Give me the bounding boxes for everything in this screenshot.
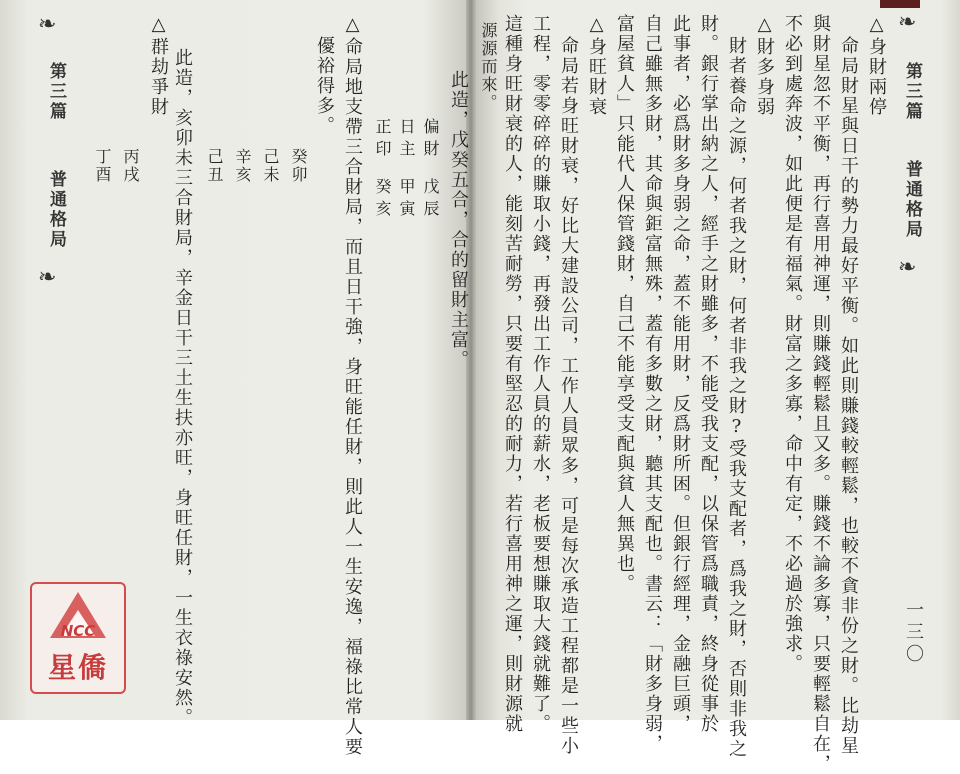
text-column: △身財兩停 <box>866 14 887 117</box>
chart1-label: 日主 <box>397 118 416 162</box>
text-column: 優裕得多。 <box>314 36 335 136</box>
text-column: △身旺財衰 <box>586 14 607 117</box>
text-column: 此造，亥卯未三合財局，辛金日干三土生扶亦旺，身旺任財，一生衣祿安然。 <box>172 48 193 728</box>
chart2-pillar: 癸卯 <box>289 148 308 184</box>
text-column: 工程，零零碎碎的賺取小錢，再發出工作人員的薪水，老板要想賺取大錢就難了。 <box>530 14 551 734</box>
text-column: 財。銀行掌出納之人，經手之財雖多，不能受我支配，以保管爲職責，終身從事於 <box>698 14 719 734</box>
chart3-pillar: 丁酉 <box>93 148 112 184</box>
chart2-pillar: 辛亥 <box>233 148 252 184</box>
chart1-label: 偏財 <box>421 118 440 162</box>
chapter-title-right: 普通格局 <box>902 160 922 240</box>
page-number: 一三〇 <box>903 600 924 666</box>
text-column: 富屋貧人」只能代人保管錢財，自己不能享受支配與貧人無異也。 <box>614 14 635 594</box>
text-column: 此造，戊癸五合，合的留財主富。 <box>448 70 469 370</box>
text-column: 這種身旺財衰的人，能刻苦耐勞，只要有堅忍的耐力，若行喜用神之運，則財源就 <box>502 14 523 734</box>
chart1-value: 甲寅 <box>397 178 416 222</box>
text-column: △群劫爭財 <box>148 14 169 117</box>
text-column: 與財星忽不平衡，再行喜用神運，則賺錢輕鬆且又多。賺錢不論多寡，只要輕鬆自在， <box>810 14 831 774</box>
text-column: △命局地支帶三合財局，而且日干強，身旺能任財，則此人一生安逸，福祿比常人要 <box>342 14 363 757</box>
stamp-logo-text: NCC <box>60 622 96 640</box>
text-column: △財多身弱 <box>754 14 775 117</box>
text-column: 不必到處奔波，如此便是有福氣。財富之多寡，命中有定，不必過於強求。 <box>782 14 803 674</box>
text-column: 自己雖無多財，其命與鉅富無殊，蓋有多數之財，聽其支配也。書云：「財多身弱， <box>642 14 663 754</box>
chart1-value: 戊辰 <box>421 178 440 222</box>
watermark-stamp <box>30 582 126 694</box>
text-column: 源源而來。 <box>479 22 498 112</box>
chart2-pillar: 己丑 <box>205 148 224 184</box>
chart1-label: 正印 <box>373 118 392 162</box>
chart1-value: 癸亥 <box>373 178 392 222</box>
text-column: 此事者，必爲財多身弱之命，蓋不能用財，反爲財所困。但銀行經理，金融巨頭， <box>670 14 691 734</box>
chart3-pillar: 丙戌 <box>121 148 140 184</box>
chapter-header-left: 第三篇 <box>46 62 66 122</box>
text-column: 命局若身旺財衰，好比大建設公司，工作人員眾多，可是每次承造工程都是一些小 <box>558 36 579 756</box>
text-column: 命局財星與日干的勢力最好平衡。如此則賺錢較輕鬆，也較不貪非份之財。比劫星 <box>838 36 859 756</box>
chapter-header-right: 第三篇 <box>902 62 922 122</box>
chapter-title-left: 普通格局 <box>46 170 66 250</box>
text-column: 財者養命之源，何者我之財，何者非我之財?受我支配者，爲我之財，否則非我之 <box>726 36 747 759</box>
ornament-icon: ❧ <box>898 255 917 280</box>
ornament-icon: ❧ <box>38 265 57 290</box>
ornament-icon: ❧ <box>898 10 917 35</box>
chart2-pillar: 己未 <box>261 148 280 184</box>
stamp-name: 星僑 <box>47 651 108 684</box>
ornament-icon: ❧ <box>38 12 57 37</box>
bookmark-ribbon <box>880 0 920 8</box>
